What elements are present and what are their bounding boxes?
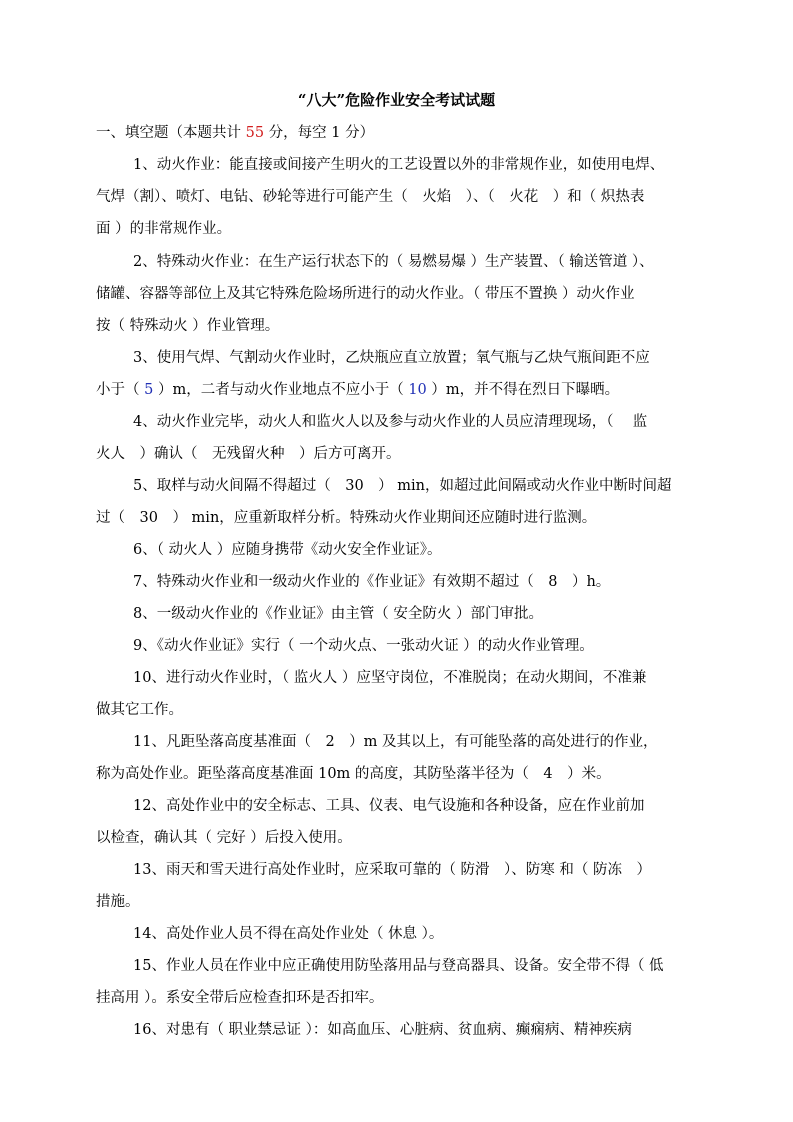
question-4-line-2: 火人 ）确认（ 无残留火种 ）后方可离开。 (96, 446, 401, 462)
question-3-line-1: 3、使用气焊、气割动火作业时，乙炔瓶应直立放置；氧气瓶与乙炔气瓶间距不应 (133, 350, 650, 366)
question-10-line-1: 10、进行动火作业时，（ 监火人 ）应坚守岗位，不准脱岗；在动火期间，不准兼 (133, 670, 647, 686)
question-6: 6、（ 动火人 ）应随身携带《动火安全作业证》。 (133, 542, 442, 558)
section-heading-tail: 分，每空 1 分） (264, 125, 375, 141)
question-1-line-2: 气焊（割）、喷灯、电钻、砂轮等进行可能产生（ 火焰 ）、（ 火花 ）和（ 炽热表 (96, 189, 645, 205)
question-13-line-1: 13、雨天和雪天进行高处作业时，应采取可靠的（ 防滑 ）、防寒 和（ 防冻 ） (133, 862, 652, 878)
question-5-line-1: 5、取样与动火间隔不得超过（ 30 ） min，如超过此间隔或动火作业中断时间超 (133, 478, 672, 494)
answer-distance-5: 5 (144, 382, 154, 398)
question-1-line-1: 1、动火作业：能直接或间接产生明火的工艺设置以外的非常规作业，如使用电焊、 (133, 157, 665, 173)
question-16-line-1: 16、对患有（ 职业禁忌证 ）：如高血压、心脏病、贫血病、癫痫病、精神疾病 (133, 1022, 632, 1038)
question-13-line-2: 措施。 (96, 894, 140, 910)
section-heading-text: 一、填空题（本题共计 (96, 125, 246, 141)
question-3-line-2 (96, 379, 701, 401)
answer-distance-10: 10 (408, 382, 427, 398)
question-5-line-2: 过（ 30 ） min，应重新取样分析。特殊动火作业期间还应随时进行监测。 (96, 510, 597, 526)
question-2-line-2: 储罐、容器等部位上及其它特殊危险场所进行的动火作业。（ 带压不置换 ）动火作业 (96, 286, 635, 302)
question-15-line-2: 挂高用 ）。系安全带后应检查扣环是否扣牢。 (96, 990, 384, 1006)
question-14: 14、高处作业人员不得在高处作业处（ 休息 ）。 (133, 926, 444, 942)
question-4-line-1: 4、动火作业完毕，动火人和监火人以及参与动火作业的人员应清理现场，（ 监 (133, 414, 648, 430)
question-10-line-2: 做其它工作。 (96, 702, 183, 718)
question-3-text-b: ）m，二者与动火作业地点不应小于（ (153, 382, 409, 398)
question-3-text-c: ）m，并不得在烈日下曝晒。 (426, 382, 620, 398)
total-score: 55 (245, 125, 265, 141)
question-11-line-2: 称为高处作业。距坠落高度基准面 10m 的高度，其防坠落半径为（ 4 ）米。 (96, 766, 611, 782)
question-1-line-3: 面 ）的非常规作业。 (96, 221, 232, 237)
question-11-line-1: 11、凡距坠落高度基准面（ 2 ）m 及其以上，有可能坠落的高处进行的作业， (133, 734, 658, 750)
question-2-line-1: 2、特殊动火作业：在生产运行状态下的（ 易燃易爆 ）生产装置、（ 输送管道 ）、 (133, 254, 654, 270)
question-12-line-1: 12、高处作业中的安全标志、工具、仪表、电气设施和各种设备，应在作业前加 (133, 798, 645, 814)
question-9: 9、《动火作业证》实行（ 一个动火点、一张动火证 ）的动火作业管理。 (133, 638, 594, 654)
page-title: “八大”危险作业安全考试试题 (297, 91, 496, 109)
section-heading (96, 122, 701, 144)
question-12-line-2: 以检查，确认其（ 完好 ）后投入使用。 (96, 830, 352, 846)
question-7: 7、特殊动火作业和一级动火作业的《作业证》有效期不超过（ 8 ）h。 (133, 574, 611, 590)
question-2-line-3: 按（ 特殊动火 ）作业管理。 (96, 318, 280, 334)
question-3-text-a: 小于（ (96, 382, 145, 398)
question-8: 8、一级动火作业的《作业证》由主管（ 安全防火 ）部门审批。 (133, 606, 543, 622)
question-15-line-1: 15、作业人员在作业中应正确使用防坠落用品与登高器具、设备。安全带不得（ 低 (133, 958, 664, 974)
